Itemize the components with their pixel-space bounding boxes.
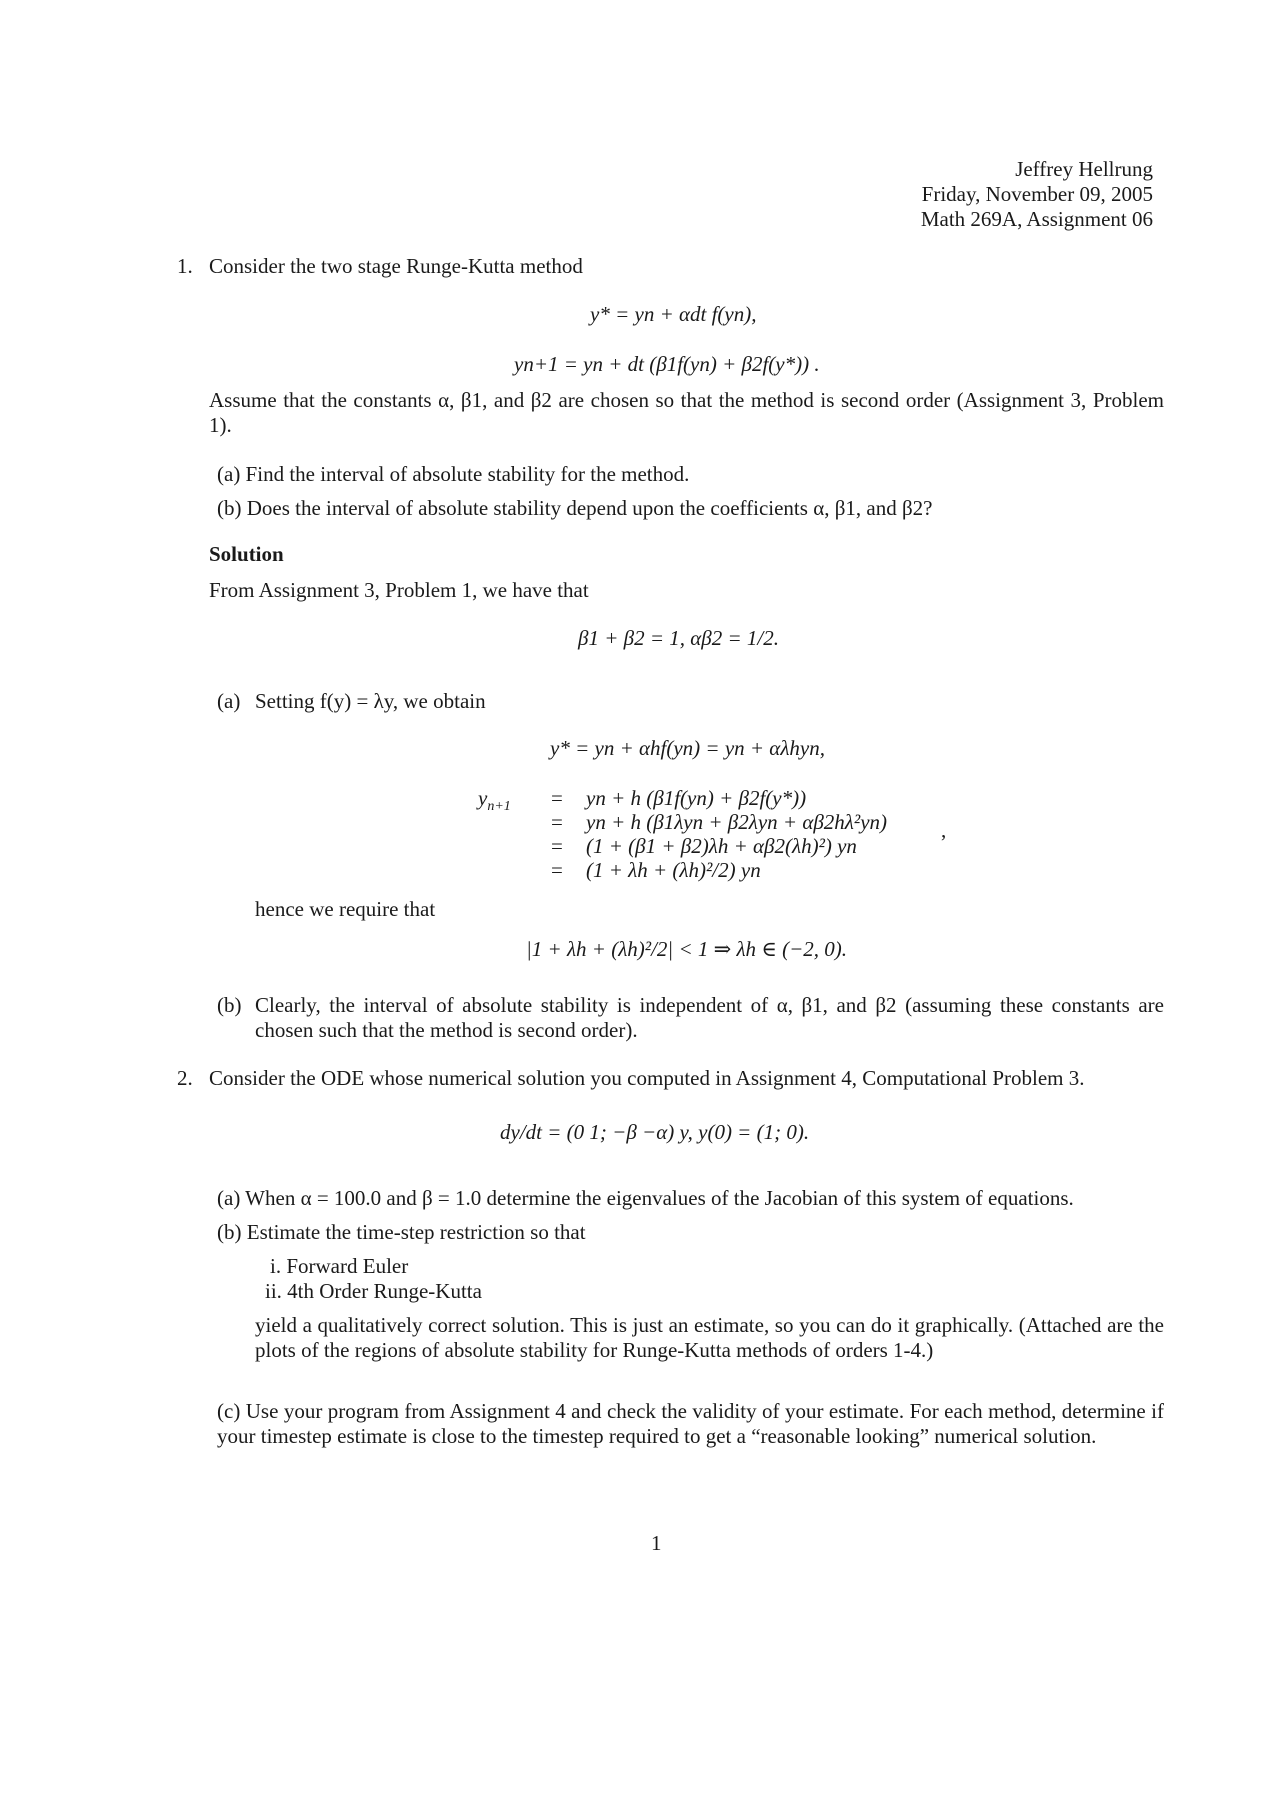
- problem-1-part-a: (a) Find the interval of absolute stability for the method.: [217, 462, 690, 486]
- derivation-line-3: (1 + (β1 + β2)λh + αβ2(λh)²) yn: [586, 834, 857, 858]
- problem-2-part-a: (a) When α = 100.0 and β = 1.0 determine the eigenvalues of the Jacobian of this system of equations.: [217, 1186, 1074, 1210]
- problem-1-number: 1.: [177, 254, 193, 278]
- problem-2-intro: Consider the ODE whose numerical solution you computed in Assignment 4, Computational Problem 3.: [209, 1066, 1085, 1090]
- stability-condition-text: |1 + λh + (λh)²/2| < 1 ⇒ λh ∈ (−2, 0).: [526, 937, 848, 961]
- problem-2-part-b: (b) Estimate the time-step restriction so that: [217, 1220, 586, 1244]
- coefficient-conditions: [578, 626, 779, 651]
- derivation-lhs: $y_{n+1}$: [478, 786, 511, 815]
- problem-2-part-c: (c) Use your program from Assignment 4 and check the validity of your estimate. For each method, determine if your timestep estimate is close to the timestep required to get a “reasonable looking” numerical solution.: [217, 1399, 1164, 1448]
- derivation-line-1: yn + h (β1f(yn) + β2f(y*)): [586, 786, 807, 810]
- rk-update-equation: [514, 352, 820, 377]
- page-number: 1: [651, 1531, 662, 1555]
- solution-a-text: Setting f(y) = λy, we obtain: [255, 689, 486, 713]
- solution-a-label: (a): [217, 689, 241, 713]
- derivation-lines: [586, 786, 887, 882]
- ode-system: [500, 1120, 809, 1145]
- solution-b-text: Clearly, the interval of absolute stability is independent of α, β1, and β2 (assuming these constants are chosen such that the method is second order).: [255, 993, 1164, 1042]
- problem-2-yield-text: yield a qualitatively correct solution. This is just an estimate, so you can do it graphically. (Attached are the plots of the regions of absolute stability for Runge-Kutta methods of orders 1-4.): [255, 1313, 1164, 1362]
- rk-update-equation-text: yn+1 = yn + dt (β1f(yn) + β2f(y*)) .: [514, 352, 820, 376]
- problem-2-number: 2.: [177, 1066, 193, 1090]
- solution-b-label: (b): [217, 993, 242, 1017]
- problem-1-assumption: Assume that the constants α, β1, and β2 are chosen so that the method is second order (Assignment 3, Problem 1).: [209, 388, 1164, 437]
- document-date: Friday, November 09, 2005: [921, 182, 1153, 206]
- rk-stage-equation: [590, 302, 756, 327]
- author-name: Jeffrey Hellrung: [1015, 157, 1153, 181]
- ode-system-text: dy/dt = (0 1; −β −α) y, y(0) = (1; 0).: [500, 1120, 810, 1144]
- problem-1-intro: Consider the two stage Runge-Kutta method: [209, 254, 583, 278]
- method-rk4: ii. 4th Order Runge-Kutta: [265, 1279, 482, 1303]
- require-text: hence we require that: [255, 897, 436, 921]
- derivation-line-2: yn + h (β1λyn + β2λyn + αβ2hλ²yn): [586, 810, 888, 834]
- stage-substitution-text: y* = yn + αhf(yn) = yn + αλhyn,: [550, 736, 825, 760]
- stability-condition: [526, 937, 847, 962]
- course-assignment: Math 269A, Assignment 06: [920, 207, 1153, 231]
- stage-substitution: [550, 736, 825, 761]
- rk-stage-equation-text: y* = yn + αdt f(yn),: [590, 302, 757, 326]
- method-forward-euler: i. Forward Euler: [270, 1254, 409, 1278]
- solution-heading: Solution: [209, 542, 284, 566]
- derivation-comma: ,: [941, 818, 947, 842]
- problem-1-part-b: (b) Does the interval of absolute stability depend upon the coefficients α, β1, and β2?: [217, 496, 933, 520]
- solution-intro: From Assignment 3, Problem 1, we have that: [209, 578, 589, 602]
- derivation-equals: = = = =: [551, 786, 563, 882]
- derivation-line-4: (1 + λh + (λh)²/2) yn: [586, 858, 761, 882]
- coefficient-conditions-text: β1 + β2 = 1, αβ2 = 1/2.: [578, 626, 779, 650]
